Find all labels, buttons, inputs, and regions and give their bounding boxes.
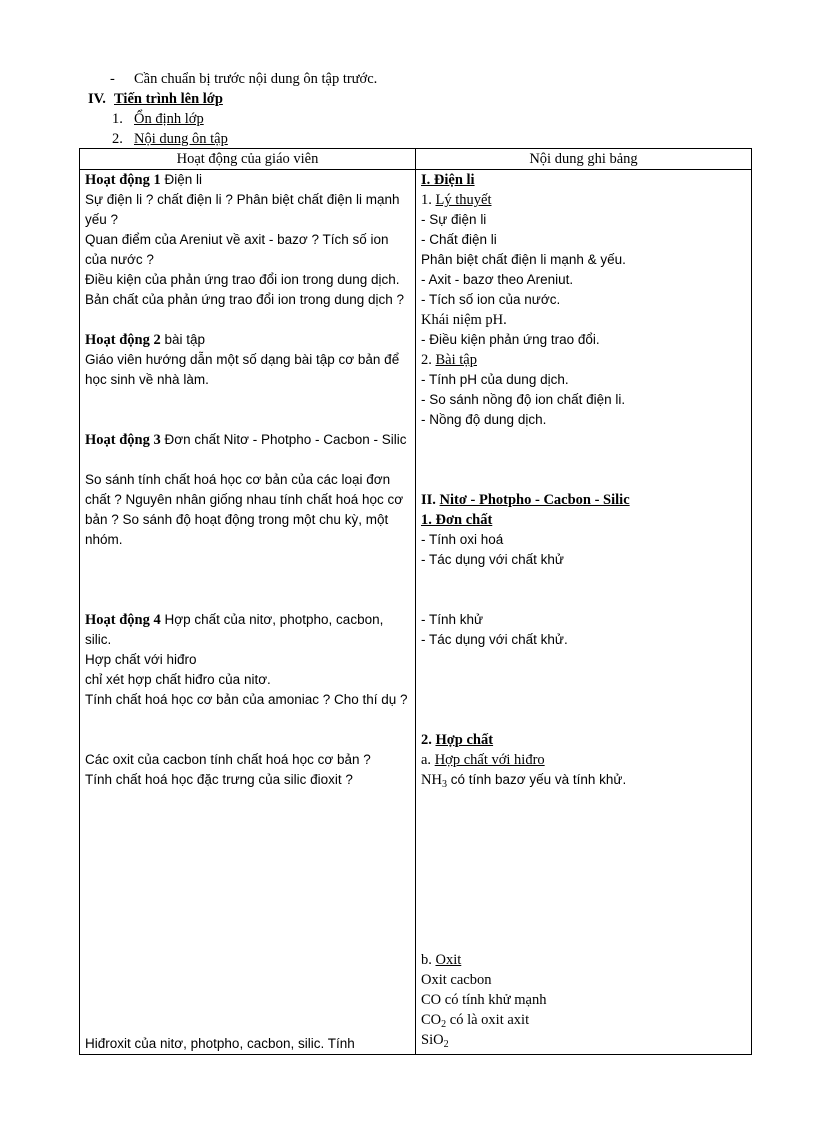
teacher-activity-cell (80, 170, 416, 1055)
activity-2-text: Giáo viên hướng dẫn một số dạng bài tập cơ bản để học sinh về nhà làm. (85, 352, 400, 387)
subsection-elements: 1. Đơn chất (421, 512, 493, 528)
section-number: IV. (88, 91, 106, 107)
bullet-dash: - (110, 71, 115, 87)
activity-4-line-2: chỉ xét hợp chất hiđro của nitơ. (85, 672, 271, 687)
activity-1-question-3: Điều kiện của phản ứng trao đổi ion trong dung dịch. Bản chất của phản ứng trao đổi ion trong dung dịch ? (85, 272, 405, 307)
formula: SiO (421, 1032, 444, 1048)
section-1-title (421, 170, 746, 190)
board-line: Khái niệm pH. (421, 312, 507, 328)
board-line: - Tính oxi hoá (421, 532, 504, 547)
board-line: - Điều kiện phản ứng trao đổi. (421, 332, 600, 347)
section-2-title (421, 490, 746, 510)
formula-subscript: 3 (441, 779, 447, 790)
activity-topic: Điện li (160, 172, 203, 187)
subsection-theory (421, 190, 746, 210)
list-number: 1. (112, 111, 123, 127)
activity-topic: bài tập (160, 332, 206, 347)
board-line-text: có tính bazơ yếu và tính khử. (446, 772, 627, 787)
board-line: - Chất điện li (421, 232, 497, 247)
prep-note (110, 69, 377, 89)
activity-4-line-4: Các oxit của cacbon tính chất hoá học cơ bản ? (85, 752, 371, 767)
ammonia-line (421, 770, 746, 790)
board-line: CO có tính khử mạnh (421, 992, 547, 1008)
board-line-text: có là oxit axit (446, 1012, 530, 1028)
list-item-1 (112, 109, 204, 129)
subsection-number: 2. (421, 732, 436, 748)
formula: NH (421, 772, 442, 788)
activity-topic: Đơn chất Nitơ - Photpho - Cacbon - Silic (160, 432, 407, 447)
subsection-label: Oxit (435, 952, 462, 968)
board-content-cell (416, 170, 752, 1055)
subsection-oxides (421, 950, 746, 970)
board-line: Oxit cacbon (421, 972, 492, 988)
activity-3-text: So sánh tính chất hoá học cơ bản của các loại đơn chất ? Nguyên nhân giống nhau tính chất hoá học cơ bản ? So sánh độ hoạt động trong một chu kỳ, một nhóm. (85, 472, 404, 547)
activity-1-question-1: Sự điện li ? chất điện li ? Phân biệt chất điện li mạnh yếu ? (85, 192, 400, 227)
activity-4-line-3: Tính chất hoá học cơ bản của amoniac ? Cho thí dụ ? (85, 692, 408, 707)
activity-4-heading (85, 610, 410, 650)
list-number: 2. (112, 131, 123, 147)
activity-3-heading (85, 430, 410, 450)
lesson-plan-table (79, 148, 752, 1055)
sio2-line (421, 1030, 746, 1050)
subsection-letter: a. (421, 752, 435, 768)
formula-subscript: 2 (441, 1019, 447, 1030)
activity-1-question-2: Quan điểm của Areniut về axit - bazơ ? Tích số ion của nước ? (85, 232, 389, 267)
subsection-hydrogen-compounds (421, 750, 746, 770)
section-title-text: Nitơ - Photpho - Cacbon - Silic (439, 492, 630, 508)
list-text: Ổn định lớp (134, 111, 204, 127)
activity-label: Hoạt động 1 (85, 172, 161, 188)
prep-note-text: Cần chuẩn bị trước nội dung ôn tập trước. (134, 71, 378, 87)
board-line: - Sự điện li (421, 212, 487, 227)
section-heading (88, 89, 223, 109)
header-teacher-activity: Hoạt động của giáo viên (80, 149, 416, 170)
activity-4-line-1: Hợp chất với hiđro (85, 652, 197, 667)
board-line: - Tác dụng với chất khử. (421, 632, 568, 647)
board-line: - Tác dụng với chất khử (421, 552, 564, 567)
subsection-number: 1. (421, 192, 436, 208)
activity-1-heading (85, 170, 410, 190)
subsection-exercises (421, 350, 746, 370)
activity-4-line-6: Hiđroxit của nitơ, photpho, cacbon, silic. Tính (85, 1036, 355, 1051)
activity-4-line-5: Tính chất hoá học đặc trưng của silic đioxit ? (85, 772, 353, 787)
list-item-2 (112, 129, 228, 149)
subsection-label: Hợp chất với hiđro (434, 752, 545, 768)
subsection-compounds (421, 730, 746, 750)
activity-topic: Hợp chất của nitơ, photpho, cacbon, silic. (85, 612, 384, 647)
subsection-label: Hợp chất (435, 732, 494, 748)
activity-label: Hoạt động 3 (85, 432, 161, 448)
board-line: Phân biệt chất điện li mạnh & yếu. (421, 252, 626, 267)
subsection-letter: b. (421, 952, 436, 968)
board-line: - Nồng độ dung dịch. (421, 412, 547, 427)
formula: CO (421, 1012, 442, 1028)
subsection-number: 2. (421, 352, 436, 368)
formula-subscript: 2 (443, 1039, 449, 1050)
co2-line (421, 1010, 746, 1030)
activity-2-heading (85, 330, 410, 350)
board-line: - Tính pH của dung dịch. (421, 372, 569, 387)
board-line: - Axit - bazơ theo Areniut. (421, 272, 574, 287)
header-board-content: Nội dung ghi bảng (416, 149, 752, 170)
section-title-text: I. Điện li (421, 172, 475, 188)
board-line: - So sánh nồng độ ion chất điện li. (421, 392, 626, 407)
activity-label: Hoạt động 4 (85, 612, 161, 628)
board-line: - Tính khử (421, 612, 484, 627)
table-row (80, 170, 752, 1055)
table-header-row (80, 149, 752, 170)
list-text: Nội dung ôn tập (134, 131, 228, 147)
subsection-label: Bài tập (435, 352, 477, 368)
subsection-label: Lý thuyết (435, 192, 492, 208)
section-title: Tiến trình lên lớp (114, 91, 223, 107)
activity-label: Hoạt động 2 (85, 332, 161, 348)
section-number: II. (421, 492, 440, 508)
board-line: - Tích số ion của nước. (421, 292, 561, 307)
